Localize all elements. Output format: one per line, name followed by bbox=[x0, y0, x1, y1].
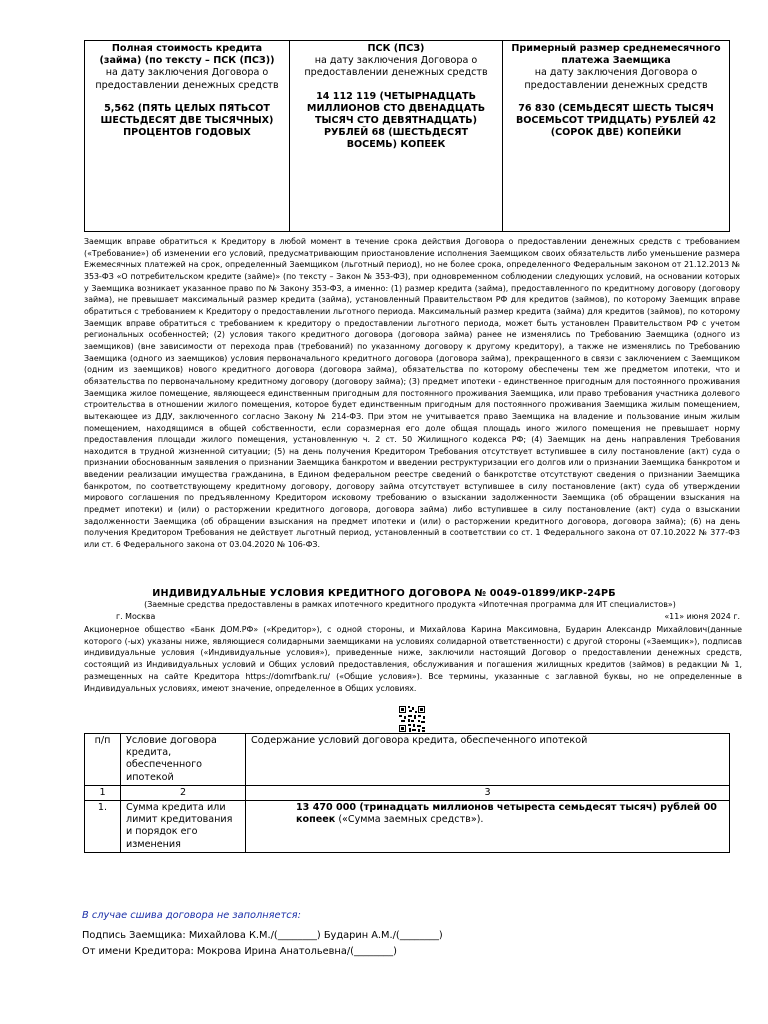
table-column-numbers-row bbox=[85, 785, 730, 800]
loan-conditions-table bbox=[84, 733, 730, 853]
row-content bbox=[246, 801, 730, 853]
contract-city: г. Москва bbox=[116, 612, 156, 621]
row-number: 1. bbox=[85, 801, 121, 853]
qr-code-icon bbox=[398, 705, 426, 733]
contract-date: «11» июня 2024 г. bbox=[664, 612, 740, 621]
column-number-1: 1 bbox=[85, 785, 121, 800]
full-cost-column bbox=[85, 41, 290, 231]
document-title: ИНДИВИДУАЛЬНЫЕ УСЛОВИЯ КРЕДИТНОГО ДОГОВОРА № 0049-01899/ИКР-24РБ bbox=[152, 588, 616, 599]
table-row bbox=[85, 801, 730, 853]
document-subtitle: (Заемные средства предоставлены в рамках ипотечного кредитного продукта «Ипотечная программа для ИТ специалистов») bbox=[144, 600, 676, 609]
monthly-payment-column bbox=[503, 41, 729, 231]
table-header-row bbox=[85, 734, 730, 786]
header-condition: Условие договора кредита, обеспеченного ипотекой bbox=[121, 734, 246, 786]
psk-heading: ПСК (ПСЗ) bbox=[367, 43, 425, 54]
header-number: п/п bbox=[85, 734, 121, 786]
column-number-3: 3 bbox=[246, 785, 730, 800]
psk-column bbox=[290, 41, 503, 231]
full-cost-heading: Полная стоимость кредита (займа) (по тексту – ПСК (ПСЗ)) bbox=[99, 43, 275, 67]
parties-paragraph: Акционерное общество «Банк ДОМ.РФ» («Кредитор»), с одной стороны, и Михайлова Карина Максимовна, Бударин Александр Михайлович(данные которого (-ых) указаны ниже, являющиеся солидарными заемщиками на условиях солидарной ответственности) с другой стороны («Заемщик»), подписав индивидуальные условия («Индивидуальные условия»), приведенные ниже, заключили настоящий Договор о предоставлении денежных средств, состоящий из Индивидуальных условий и Общих условий предоставления, обслуживания и погашения жилищных кредитов (займов) в редакции № 1, размещенных на сайте Кредитора https://domrfbank.ru/ («Общие условия»). Все термины, указанные с заглавной буквы, но не определенные в Индивидуальных условиях, имеют значение, определенное в Общих условиях. bbox=[84, 625, 742, 693]
monthly-payment-subheading: на дату заключения Договора о предоставлении денежных средств bbox=[524, 67, 708, 91]
row-condition: Сумма кредита или лимит кредитования и порядок его изменения bbox=[121, 801, 246, 853]
loan-amount: 13 470 000 (тринадцать миллионов четыреста семьдесят тысяч) рублей 00 копеек bbox=[296, 802, 717, 826]
psk-subheading: на дату заключения Договора о предоставлении денежных средств bbox=[304, 55, 488, 79]
cost-summary-table bbox=[84, 40, 730, 232]
loan-amount-label: («Сумма заемных средств»). bbox=[335, 814, 484, 826]
full-cost-value: 5,562 (ПЯТЬ ЦЕЛЫХ ПЯТЬСОТ ШЕСТЬДЕСЯТ ДВЕ ТЫСЯЧНЫХ) ПРОЦЕНТОВ ГОДОВЫХ bbox=[100, 102, 274, 139]
column-number-2: 2 bbox=[121, 785, 246, 800]
borrower-signature-line: Подпись Заемщика: Михайлова К.М./(________) Бударин А.М./(________) bbox=[82, 930, 443, 941]
header-content: Содержание условий договора кредита, обеспеченного ипотекой bbox=[246, 734, 730, 786]
full-cost-subheading: на дату заключения Договора о предоставлении денежных средств bbox=[95, 67, 279, 91]
psk-value: 14 112 119 (ЧЕТЫРНАДЦАТЬ МИЛЛИОНОВ СТО ДВЕНАДЦАТЬ ТЫСЯЧ СТО ДЕВЯТНАДЦАТЬ) РУБЛЕЙ 68 (ШЕСТЬДЕСЯТ ВОСЕМЬ) КОПЕЕК bbox=[306, 90, 486, 151]
grace-period-paragraph: Заемщик вправе обратиться к Кредитору в любой момент в течение срока действия Договора о предоставлении денежных средств с требованием («Требование») об изменении его условий, предусматривающим приостановление исполнения Заемщиком своих обязательств либо уменьшение размера Ежемесячных платежей на срок, определенный Заемщиком (льготный период), но не более срока, определенного Федеральным законом от 21.12.2013 № 353-ФЗ «О потребительском кредите (займе)» (по тексту – Закон № 353-ФЗ), при одновременном соблюдении следующих условий, на основании которых у Заемщика возникает указанное право по № Закону 353-ФЗ, а именно: (1) размер кредита (займа), предоставленного по кредитному договору (договору займа), не превышает максимальный размер кредита (займа), установленный Правительством РФ для кредитов (займов), по которому Заемщик вправе обратиться с требованием к Кредитору о предоставлении льготного периода. Максимальный размер кредита (займа) для кредитов (займов), по которому Заемщик вправе обратиться с требованием к кредитору о предоставлении льготного периода, может быть установлен Правительством РФ с учетом региональных особенностей; (2) условия такого кредитного договора (договора займа) ранее не изменялись по Требованию Заемщика (одного из заемщиков) (вне зависимости от перехода прав (требований) по указанному договору к другому кредитору), а также не изменялись по Требованию Заемщика (одного из заемщиков) условия первоначального кредитного договора (договора займа), прекращенного в связи с заключением с Заемщиком (одним из заемщиков) нового кредитного договора (договора займа), обязательства по которому обеспечены тем же предметом ипотеки, что и обязательства по первоначальному кредитному договору (договору займа); (3) предмет ипотеки - единственное пригодным для постоянного проживания Заемщика жилое помещение, являющееся единственным пригодным для постоянного проживания Заемщика, или право требования участника долевого строительства в отношении жилого помещения, которое будет единственным пригодным для постоянного проживания Заемщика жилым помещением, вытекающее из ДДУ, заключенного согласно Закону № 214-ФЗ. При этом не учитывается право Заемщика на владение и пользование иным жилым помещением, находящимся в общей собственности, если соразмерная его доле общая площадь иного жилого помещения не превышает норму предоставления площади жилого помещения, установленную ч. 2 ст. 50 Жилищного кодекса РФ; (4) Заемщик на день направления Требования находится в трудной жизненной ситуации; (5) на день получения Кредитором Требования отсутствует вступившее в силу постановление (акт) суда о признании обоснованным заявления о признании Заемщика банкротом и введении реструктуризации его долгов или о признании Заемщика банкротом и введении реализации имущества гражданина, в Едином федеральном реестре сведений о банкротстве отсутствуют сведения о признании Заемщика банкротом, по соответствующему кредитному договору, договору займа отсутствует вступившее в силу постановление (акт) суда об утверждении мирового соглашения по предъявленному Кредитором исковому требованию о взыскании задолженности Заемщика (об обращении взыскания на предмет ипотеки) и (или) о расторжении кредитного договора, договора займа) либо вступившее в силу постановление (акт) суда о взыскании задолженности Заемщика (об обращении взыскания на предмет ипотеки и (или) о расторжении кредитного договора, договора займа); (6) на день получения Кредитором Требования не действует льготный период, установленный в соответствии со ст. 1 Федерального закона от 07.10.2022 № 377-ФЗ или ст. 6 Федерального закона от 03.04.2020 № 106-ФЗ. bbox=[84, 237, 740, 550]
monthly-payment-heading: Примерный размер среднемесячного платежа Заемщика bbox=[511, 43, 721, 67]
stitch-note: В случае сшива договора не заполняется: bbox=[82, 910, 301, 921]
monthly-payment-value: 76 830 (СЕМЬДЕСЯТ ШЕСТЬ ТЫСЯЧ ВОСЕМЬСОТ ТРИДЦАТЬ) РУБЛЕЙ 42 (СОРОК ДВЕ) КОПЕЙКИ bbox=[515, 102, 717, 139]
creditor-signature-line: От имени Кредитора: Мокрова Ирина Анатольевна/(________) bbox=[82, 946, 397, 957]
